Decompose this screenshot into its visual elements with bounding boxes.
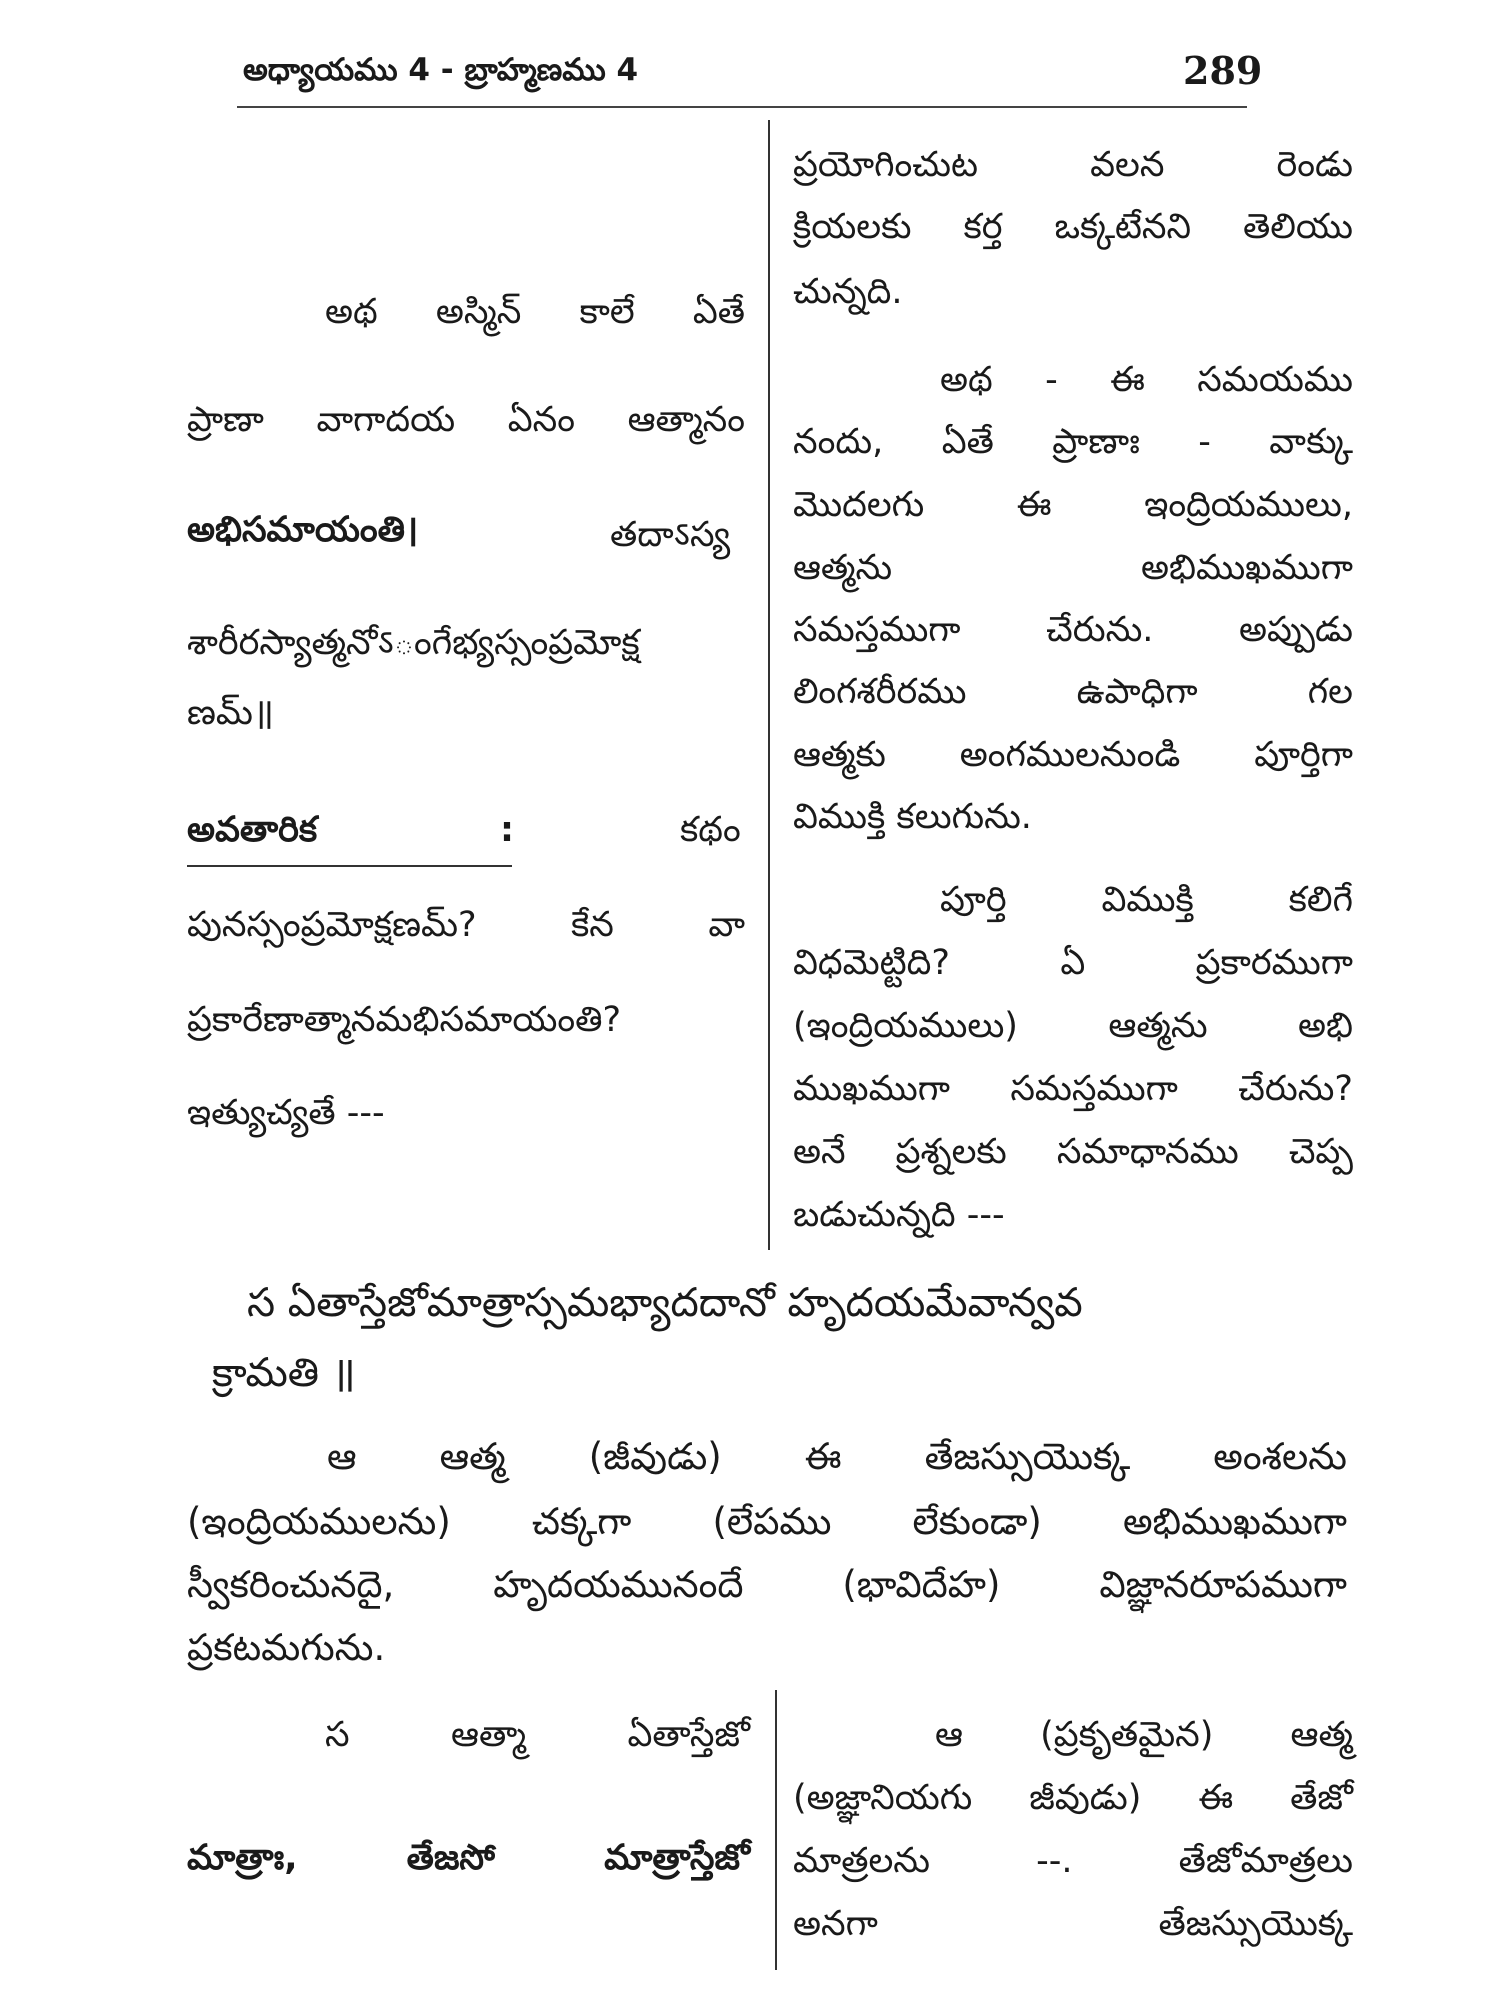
avatarika-colon: : [500, 810, 514, 850]
sanskrit-line: ణమ్॥ [187, 693, 274, 733]
sanskrit-line: ఇత్యుచ్యతే --- [187, 1093, 385, 1133]
column-divider-bottom [775, 1690, 777, 1970]
translation-line: ప్రకటమగును. [187, 1626, 386, 1669]
mantra-line: స ఏతాస్తేజోమాత్రాస్సమభ్యాదదానో హృదయమేవాన్వవ [247, 1280, 1083, 1326]
translation-line: (ఇంద్రియములను) చక్కగా (లేపము లేకుండా) అభిముఖముగా [187, 1500, 1347, 1543]
telugu-line: అథ - ఈ సమయము [940, 360, 1353, 400]
telugu-line: ఆత్మకు అంగములనుండి పూర్తిగా [793, 735, 1353, 775]
translation-line: స్వీకరించునదై, హృదయమునందే (భావిదేహ) విజ్ఞానరూపముగా [187, 1563, 1347, 1606]
mantra-line: క్రామతి ॥ [212, 1350, 356, 1396]
telugu-line: లింగశరీరము ఉపాధిగా గల [793, 672, 1353, 712]
translation-line: ఆ ఆత్మ (జీవుడు) ఈ తేజస్సుయొక్క అంశలను [327, 1435, 1347, 1478]
telugu-line: ప్రయోగించుట వలన రెండు [793, 145, 1353, 185]
telugu-line: అనగా తేజస్సుయొక్క [793, 1904, 1353, 1944]
telugu-line: (అజ్ఞానియగు జీవుడు) ఈ తేజో [793, 1778, 1353, 1818]
telugu-line: మాత్రలను --. తేజోమాత్రలు [793, 1841, 1353, 1881]
sanskrit-line: స ఆత్మా ఏతాస్తేజో [325, 1715, 750, 1755]
telugu-line: బడుచున్నది --- [793, 1195, 1005, 1235]
telugu-line: మొదలగు ఈ ఇంద్రియములు, [793, 485, 1353, 525]
telugu-line: ఆత్మను అభిముఖముగా [793, 548, 1353, 588]
telugu-line: సమస్తముగా చేరును. అప్పుడు [793, 610, 1353, 650]
telugu-line: ముఖముగా సమస్తముగా చేరును? [793, 1069, 1353, 1109]
avatarika-word: కథం [680, 810, 741, 850]
sanskrit-line: ప్రాణా వాగాదయ ఏనం ఆత్మానం [187, 400, 745, 440]
header-rule [237, 106, 1247, 108]
telugu-line: విముక్తి కలుగును. [793, 797, 1032, 837]
telugu-line: చున్నది. [793, 272, 903, 312]
telugu-line: (ఇంద్రియములు) ఆత్మను అభి [793, 1006, 1353, 1046]
page-number: 289 [1183, 48, 1263, 93]
sanskrit-line: అభిసమాయంతి। [187, 510, 419, 550]
telugu-line: నందు, ఏతే ప్రాణాః - వాక్కు [793, 422, 1353, 462]
avatarika-label: అవతారిక [187, 810, 318, 850]
column-divider-top [768, 120, 770, 1250]
sanskrit-line: మాత్రాః, తేజసో మాత్రాస్తేజో [187, 1838, 750, 1878]
telugu-line: అనే ప్రశ్నలకు సమాధానము చెప్ప [793, 1132, 1353, 1172]
telugu-line: విధమెట్టిది? ఏ ప్రకారముగా [793, 943, 1353, 983]
sanskrit-line: పునస్సంప్రమోక్షణమ్? కేన వా [187, 905, 745, 945]
chapter-heading: అధ్యాయము 4 - బ్రాహ్మణము 4 [243, 52, 639, 88]
sanskrit-line: తదాऽస్య [610, 515, 731, 555]
telugu-line: పూర్తి విముక్తి కలిగే [940, 880, 1353, 920]
avatarika-underline [187, 865, 512, 867]
telugu-line: ఆ (ప్రకృతమైన) ఆత్మ [935, 1715, 1353, 1755]
sanskrit-line: శారీరస్యాత్మనోऽంగేభ్యస్సంప్రమోక్ష [187, 623, 640, 663]
sanskrit-line: అథ అస్మిన్ కాలే ఏతే [325, 292, 745, 332]
telugu-line: క్రియలకు కర్త ఒక్కటేనని తెలియు [793, 207, 1353, 247]
sanskrit-line: ప్రకారేణాత్మానమభిసమాయంతి? [187, 1000, 622, 1040]
